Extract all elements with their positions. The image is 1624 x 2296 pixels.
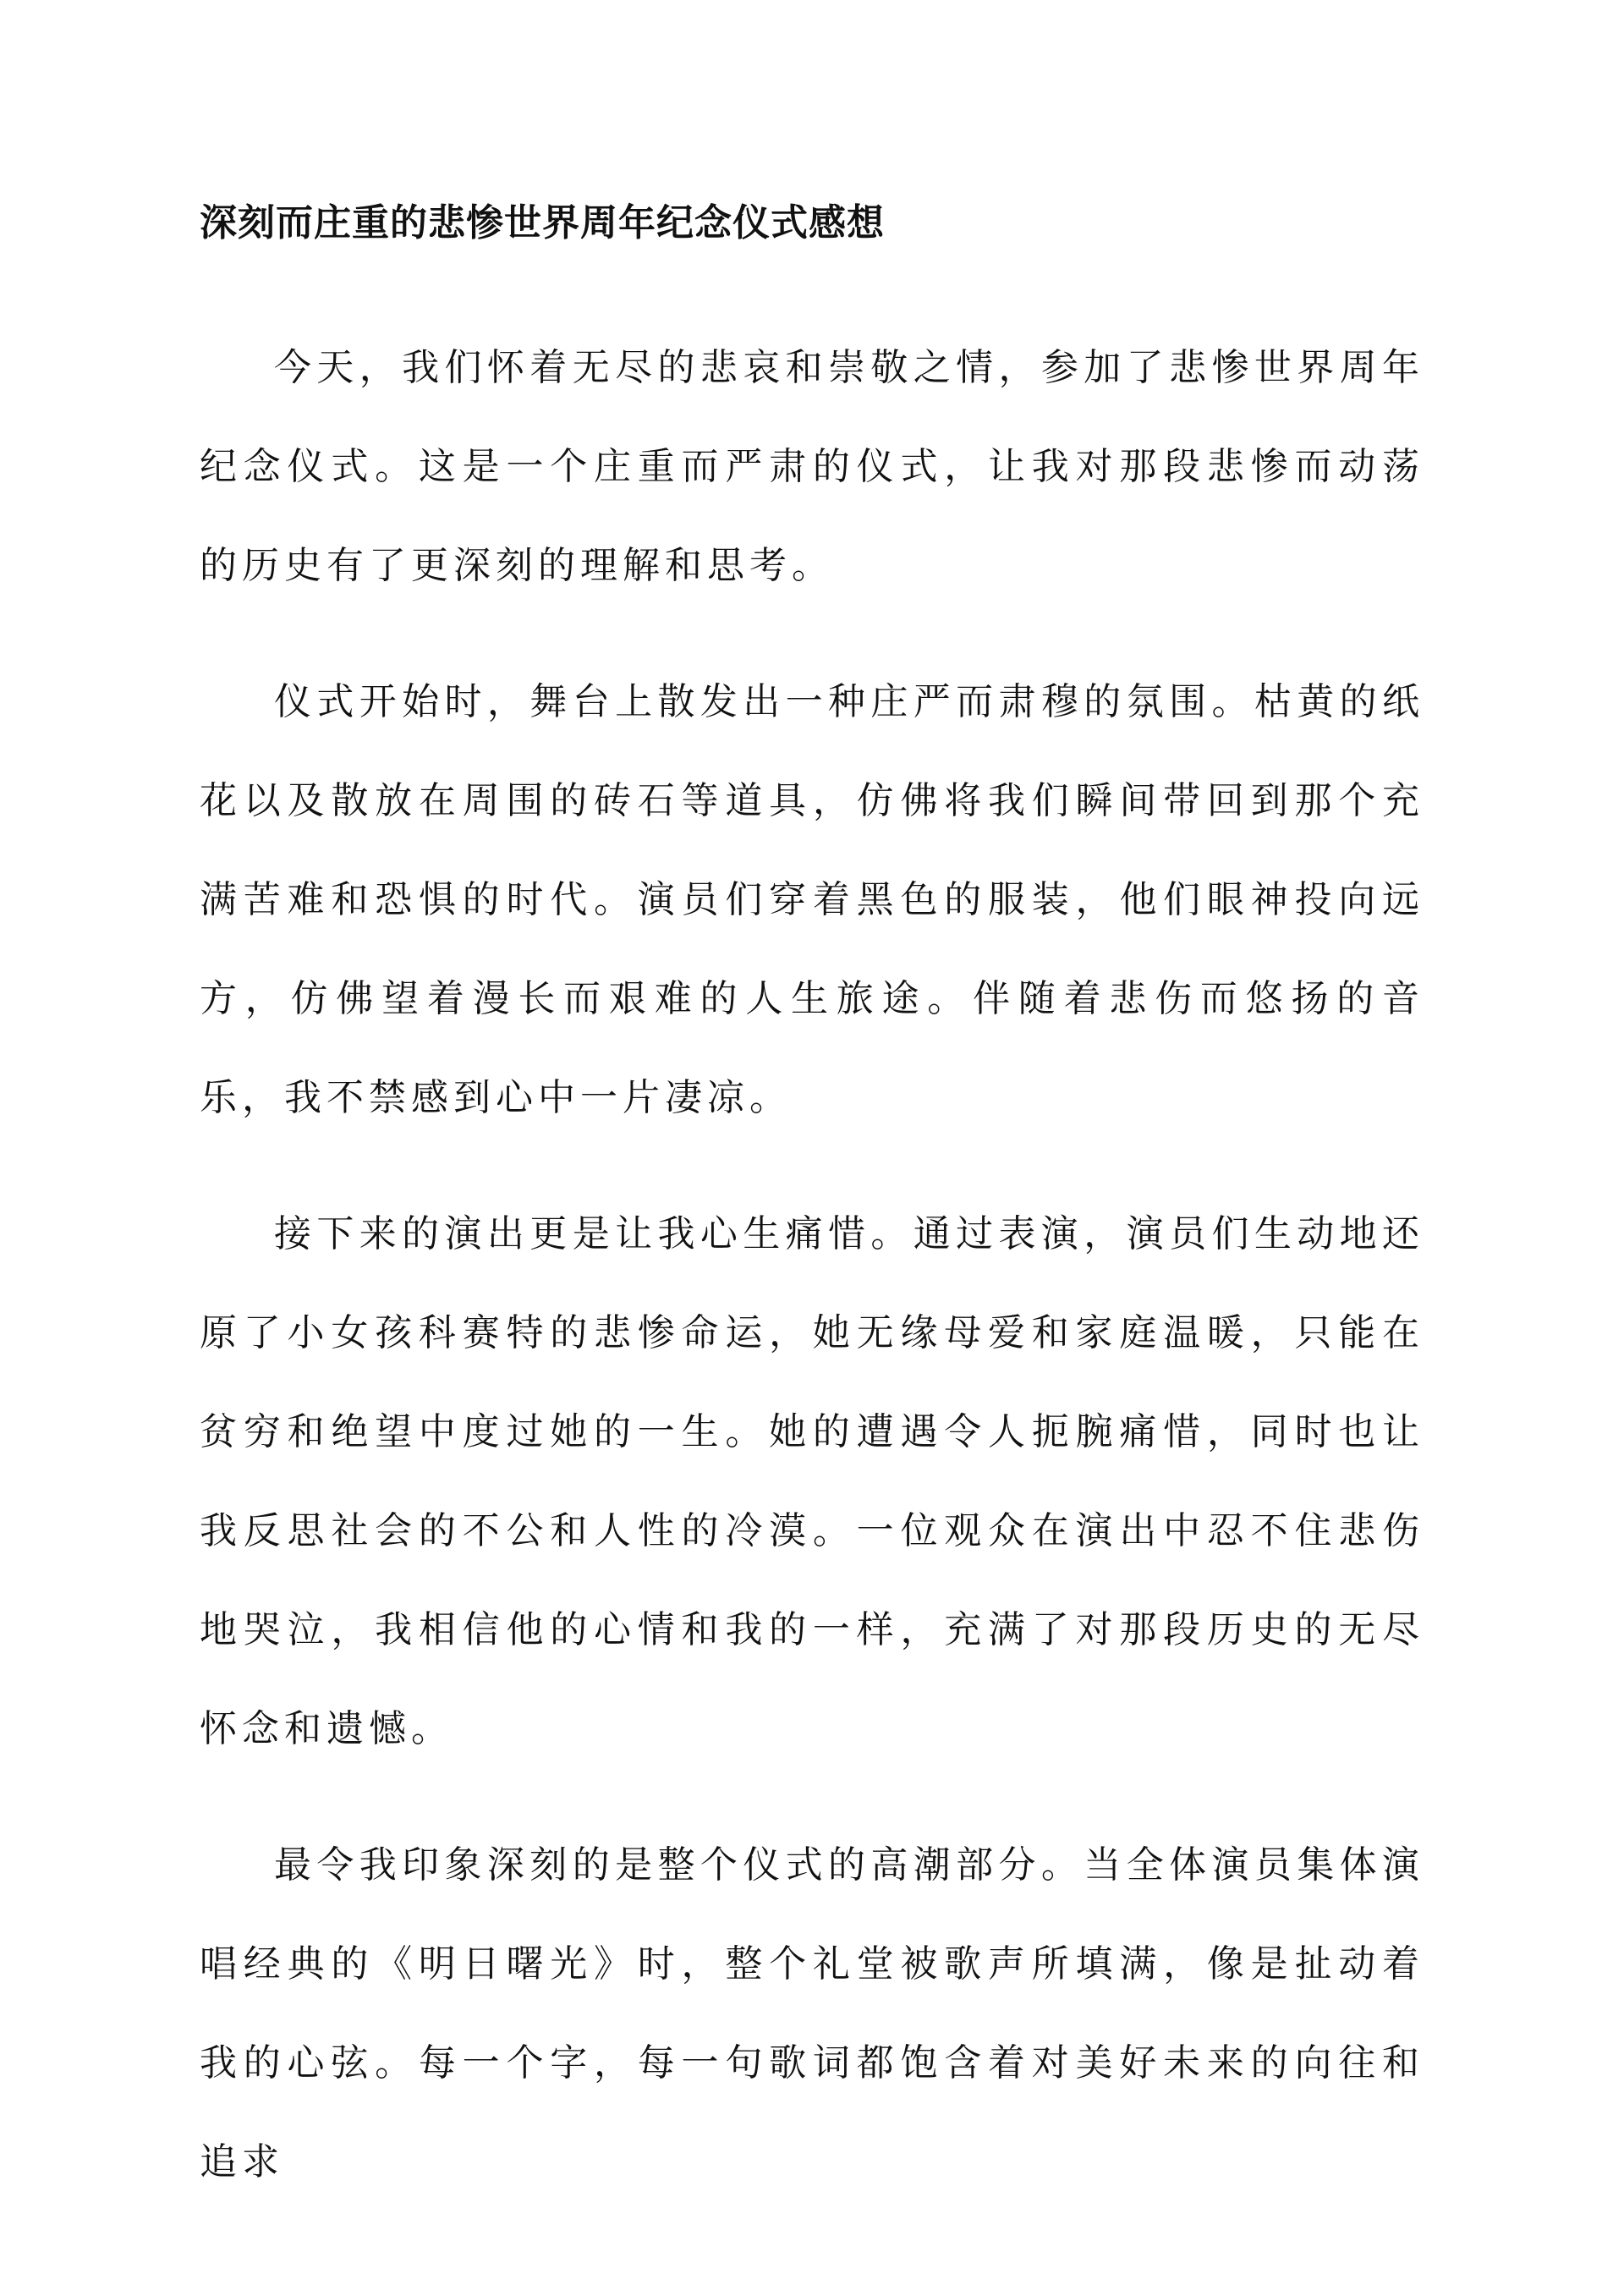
paragraph-3: 接下来的演出更是让我心生痛惜。通过表演，演员们生动地还原了小女孩科赛特的悲惨命运，她无缘母爱和家庭温暖，只能在贫穷和绝望中度过她的一生。她的遭遇令人扼腕痛惜，同时也让我反思社会的不公和人性的冷漠。一位观众在演出中忍不住悲伤地哭泣，我相信他的心情和我的一样，充满了对那段历史的无尽怀念和遗憾。	[200, 1212, 1424, 1750]
paragraph-2: 仪式开始时，舞台上散发出一种庄严而肃穆的氛围。枯黄的纸花以及散放在周围的砖石等道具，仿佛将我们瞬间带回到那个充满苦难和恐惧的时代。演员们穿着黑色的服装，他们眼神投向远方，仿佛望着漫长而艰难的人生旅途。伴随着悲伤而悠扬的音乐，我不禁感到心中一片凄凉。	[200, 680, 1424, 1119]
document-title: 深刻而庄重的悲惨世界周年纪念仪式感想	[200, 201, 885, 244]
document-body	[200, 196, 1424, 2211]
paragraph-4: 最令我印象深刻的是整个仪式的高潮部分。当全体演员集体演唱经典的《明日曙光》时，整个礼堂被歌声所填满，像是扯动着我的心弦。每一个字，每一句歌词都饱含着对美好未来的向往和追求	[200, 1843, 1424, 2183]
paragraph-1: 今天，我们怀着无尽的悲哀和崇敬之情，参加了悲惨世界周年纪念仪式。这是一个庄重而严肃的仪式，让我对那段悲惨而动荡的历史有了更深刻的理解和思考。	[200, 346, 1424, 587]
